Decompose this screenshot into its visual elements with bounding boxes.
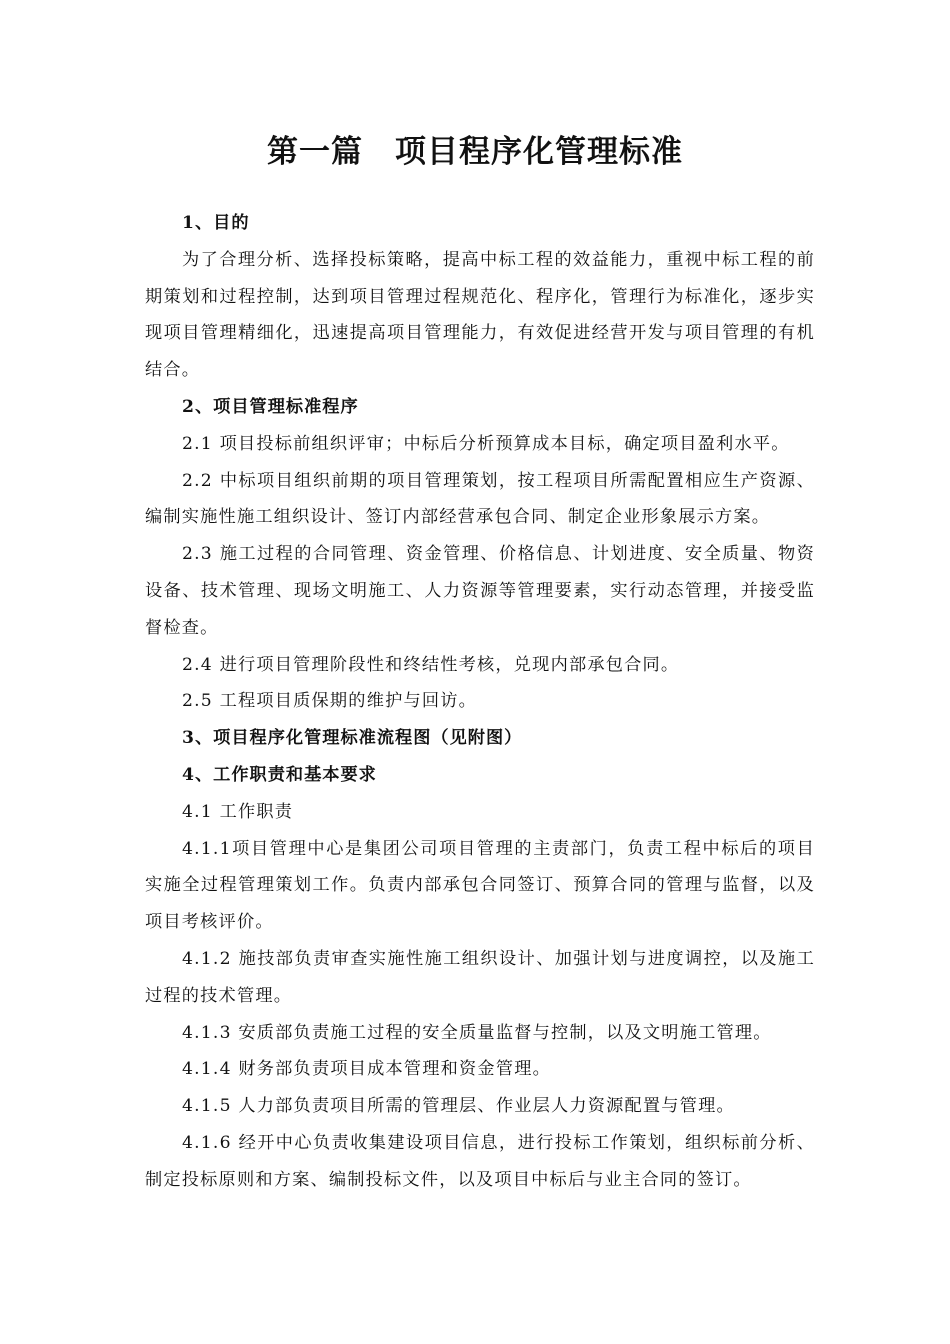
clause-4-1-6: 4.1.6 经开中心负责收集建设项目信息，进行投标工作策划，组织标前分析、制定投标原则和方案、编制投标文件，以及项目中标后与业主合同的签订。 — [145, 1132, 815, 1190]
clause-2-2: 2.2 中标项目组织前期的项目管理策划，按工程项目所需配置相应生产资源、编制实施性施工组织设计、签订内部经营承包合同、制定企业形象展示方案。 — [145, 470, 815, 528]
clause-4-1-2: 4.1.2 施技部负责审查实施性施工组织设计、加强计划与进度调控，以及施工过程的技术管理。 — [145, 948, 815, 1006]
section-heading-2: 2、项目管理标准程序 — [182, 396, 359, 417]
clause-4-1-3: 4.1.3 安质部负责施工过程的安全质量监督与控制，以及文明施工管理。 — [182, 1022, 772, 1043]
clause-2-1: 2.1 项目投标前组织评审；中标后分析预算成本目标，确定项目盈利水平。 — [182, 433, 790, 454]
title-part-label: 第一篇 — [267, 134, 363, 170]
section-heading-4: 4、工作职责和基本要求 — [182, 764, 377, 785]
section-heading-3: 3、项目程序化管理标准流程图（见附图） — [182, 728, 523, 749]
clause-2-3: 2.3 施工过程的合同管理、资金管理、价格信息、计划进度、安全质量、物资设备、技术管理、现场文明施工、人力资源等管理要素，实行动态管理，并接受监督检查。 — [145, 544, 815, 638]
clause-2-5: 2.5 工程项目质保期的维护与回访。 — [182, 691, 478, 712]
title-main-label: 项目程序化管理标准 — [395, 134, 683, 170]
clause-2-4: 2.4 进行项目管理阶段性和终结性考核，兑现内部承包合同。 — [182, 654, 680, 675]
document-body — [145, 205, 815, 1199]
section-heading-1: 1、目的 — [182, 213, 250, 233]
document-title — [0, 132, 950, 172]
clause-4-1-4: 4.1.4 财务部负责项目成本管理和资金管理。 — [182, 1059, 551, 1080]
clause-4-1-1: 4.1.1项目管理中心是集团公司项目管理的主责部门，负责工程中标后的项目实施全过程管理策划工作。负责内部承包合同签订、预算合同的管理与监督，以及项目考核评价。 — [145, 838, 815, 933]
clause-4-1: 4.1 工作职责 — [182, 801, 294, 822]
clause-4-1-5: 4.1.5 人力部负责项目所需的管理层、作业层人力资源配置与管理。 — [182, 1096, 735, 1117]
section-1-paragraph: 为了合理分析、选择投标策略，提高中标工程的效益能力，重视中标工程的前期策划和过程控制，达到项目管理过程规范化、程序化，管理行为标准化，逐步实现项目管理精细化，迅速提高项目管理能力，有效促进经营开发与项目管理的有机结合。 — [145, 249, 815, 381]
